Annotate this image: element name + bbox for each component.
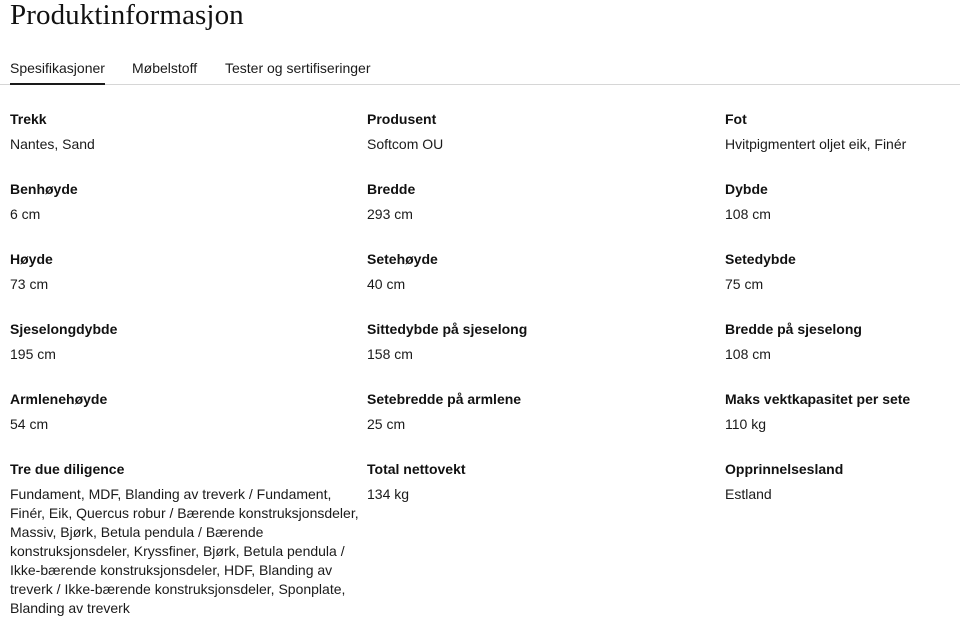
spec-row xyxy=(0,456,960,616)
spec-label: Setehøyde xyxy=(367,251,438,267)
spec-value: Estland xyxy=(725,486,772,502)
spec-item-hoyde xyxy=(10,246,367,294)
spec-item-trekk xyxy=(10,106,367,154)
tab-mobelstoff[interactable]: Møbelstoff xyxy=(132,60,198,76)
spec-label: Fot xyxy=(725,111,747,127)
spec-item-setebredde-pa-armlene xyxy=(367,386,724,434)
spec-item-sittedybde-pa-sjeselong xyxy=(367,316,724,364)
spec-label: Opprinnelsesland xyxy=(725,461,844,477)
spec-value: Softcom OU xyxy=(367,136,444,152)
spec-item-sjeselongdybde xyxy=(10,316,367,364)
spec-row xyxy=(0,176,960,246)
spec-value: 108 cm xyxy=(725,346,771,362)
spec-item-maks-vektkapasitet xyxy=(725,386,960,434)
spec-label: Maks vektkapasitet per sete xyxy=(725,391,911,407)
spec-label: Tre due diligence xyxy=(10,461,125,477)
spec-value: 158 cm xyxy=(367,346,413,362)
spec-value: Nantes, Sand xyxy=(10,136,95,152)
spec-value: 110 kg xyxy=(725,416,766,432)
spec-item-produsent xyxy=(367,106,724,154)
spec-label: Setebredde på armlene xyxy=(367,391,522,407)
spec-label: Produsent xyxy=(367,111,437,127)
spec-label: Høyde xyxy=(10,251,53,267)
spec-label: Sjeselongdybde xyxy=(10,321,118,337)
spec-value: Hvitpigmentert oljet eik, Finér xyxy=(725,136,907,152)
spec-item-bredde xyxy=(367,176,724,224)
tab-spesifikasjoner[interactable]: Spesifikasjoner xyxy=(10,59,105,85)
spec-item-opprinnelsesland xyxy=(725,456,960,504)
spec-label: Total nettovekt xyxy=(367,461,466,477)
spec-item-total-nettovekt xyxy=(367,456,724,504)
spec-item-armlenehoyde xyxy=(10,386,367,434)
page-title: Produktinformasjon xyxy=(10,0,244,31)
spec-label: Benhøyde xyxy=(10,181,78,197)
spec-row xyxy=(0,316,960,386)
spec-value: 108 cm xyxy=(725,206,771,222)
spec-row xyxy=(0,386,960,456)
spec-value: 73 cm xyxy=(10,276,49,292)
spec-value: Fundament, MDF, Blanding av treverk / Fundament, Finér, Eik, Quercus robur / Bærende konstruksjonsdeler, Massiv, Bjørk, Betula pendula / Bærende konstruksjonsdeler, Kryssfiner, Bjørk, Betula pendula / Ikke-bærende konstruksjonsdeler, HDF, Blanding av treverk / Ikke-bærende konstruksjonsdeler, Sponplate, Blanding av treverk xyxy=(10,486,359,616)
tab-bar xyxy=(0,56,960,85)
spec-row xyxy=(0,246,960,316)
spec-label: Armlenehøyde xyxy=(10,391,108,407)
spec-value: 293 cm xyxy=(367,206,413,222)
spec-item-benhoyde xyxy=(10,176,367,224)
spec-value: 134 kg xyxy=(367,486,410,502)
specifications-grid xyxy=(0,106,960,616)
spec-label: Sittedybde på sjeselong xyxy=(367,321,528,337)
spec-value: 75 cm xyxy=(725,276,764,292)
spec-label: Trekk xyxy=(10,111,47,127)
spec-item-bredde-pa-sjeselong xyxy=(725,316,960,364)
spec-value: 25 cm xyxy=(367,416,406,432)
spec-value: 40 cm xyxy=(367,276,406,292)
spec-label: Setedybde xyxy=(725,251,796,267)
spec-item-tre-due-diligence xyxy=(10,456,367,618)
spec-row xyxy=(0,106,960,176)
spec-item-setedybde xyxy=(725,246,960,294)
spec-value: 195 cm xyxy=(10,346,56,362)
spec-label: Bredde xyxy=(367,181,416,197)
spec-label: Bredde på sjeselong xyxy=(725,321,862,337)
tab-tester-og-sertifiseringer[interactable]: Tester og sertifiseringer xyxy=(225,60,371,76)
spec-item-dybde xyxy=(725,176,960,224)
spec-item-fot xyxy=(725,106,960,154)
spec-value: 6 cm xyxy=(10,206,41,222)
spec-item-setehoyde xyxy=(367,246,724,294)
spec-value: 54 cm xyxy=(10,416,49,432)
spec-label: Dybde xyxy=(725,181,768,197)
